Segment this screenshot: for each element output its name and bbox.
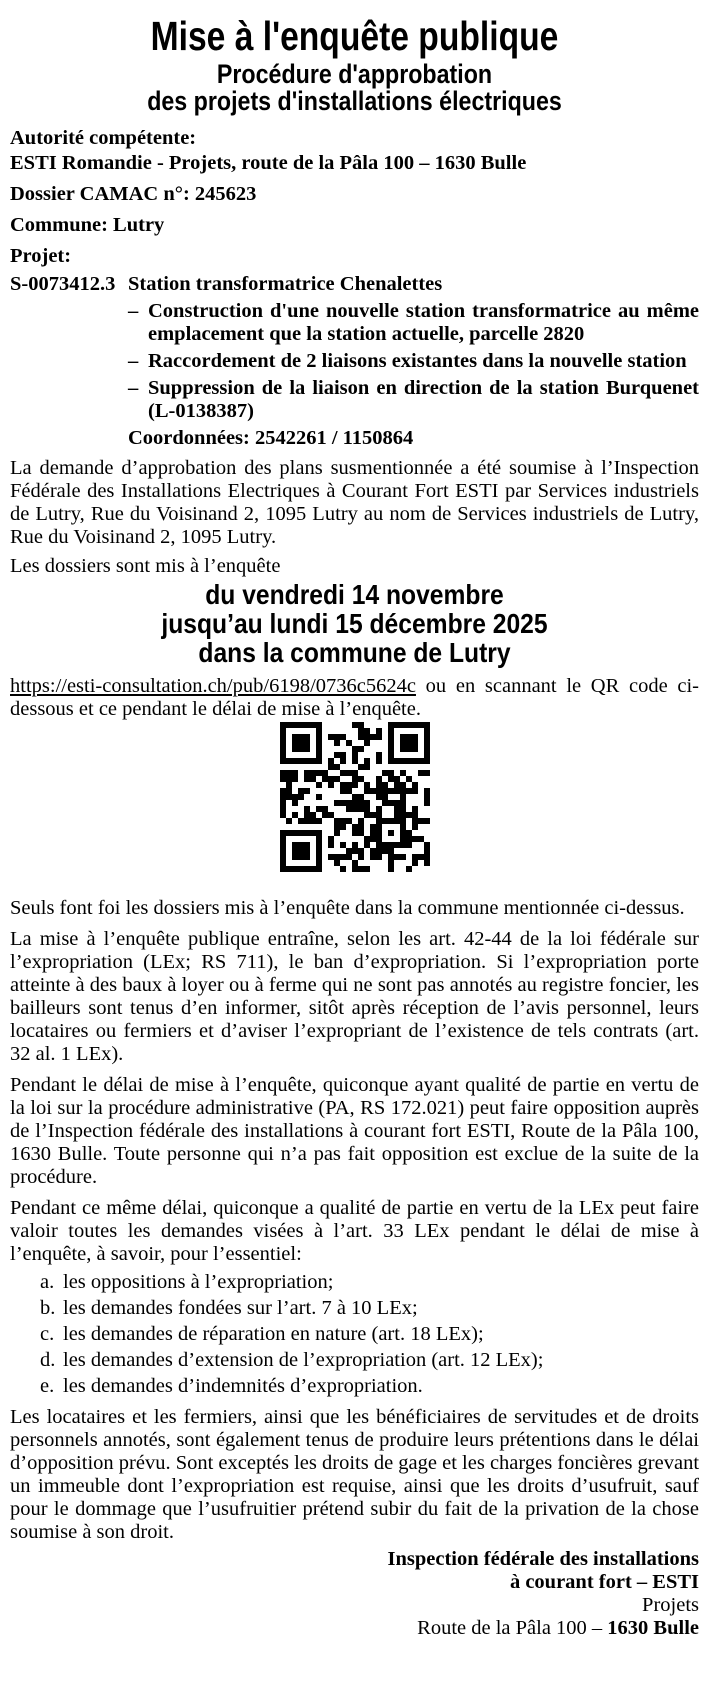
consultation-url-paragraph xyxy=(10,675,699,721)
list-item xyxy=(40,1375,699,1398)
page-title: Mise à l'enquête publique xyxy=(150,13,559,59)
list-item-text: les demandes de réparation en nature (art. 18 LEx); xyxy=(63,1323,484,1345)
list-item-marker: a. xyxy=(40,1271,55,1293)
paragraph-seuls: Seuls font foi les dossiers mis à l’enquête dans la commune mentionnée ci-dessus. xyxy=(10,897,685,919)
list-item-marker: b. xyxy=(40,1297,56,1319)
signature-line-3: Projets xyxy=(642,1594,699,1616)
dash-bullet: – xyxy=(128,350,139,372)
page-subtitle xyxy=(58,61,651,115)
signature-line-4 xyxy=(10,1617,699,1640)
demandes-list xyxy=(10,1271,699,1398)
period-line-1: du vendredi 14 novembre xyxy=(205,579,504,610)
list-item xyxy=(40,1271,699,1294)
dash-bullet: – xyxy=(128,377,139,399)
list-item-text: les demandes d’indemnités d’expropriation. xyxy=(63,1375,423,1397)
qr-code-container xyxy=(10,722,699,877)
signature-block xyxy=(10,1548,699,1640)
list-item-text: les demandes fondées sur l’art. 7 à 10 LEx; xyxy=(63,1297,418,1319)
project-name: Station transformatrice Chenalettes xyxy=(128,273,443,295)
dossier-number: Dossier CAMAC n°: 245623 xyxy=(10,183,257,205)
project-header-row xyxy=(10,273,699,296)
project-item xyxy=(128,350,699,373)
list-item-text: les demandes d’extension de l’expropriation (art. 12 LEx); xyxy=(63,1349,544,1371)
consultation-url-link[interactable]: https://esti-consultation.ch/pub/6198/0736c5624c xyxy=(10,675,416,697)
paragraph-locataires: Les locataires et les fermiers, ainsi que les bénéficiaires de servitudes et de droits personnels annotés, sont également tenus de produire leurs prétentions dans le délai d’opposition prévu. Sont exceptés les droits de gage et les charges foncières grevant un immeuble dont l’expropriation est requise, ainsi que les droits d’usufruit, sauf pour le dommage que l’usufruitier prétend subir du fait de la privation de la chose soumise à son droit. xyxy=(10,1406,700,1543)
project-item xyxy=(128,377,699,423)
project-id: S-0073412.3 xyxy=(10,273,116,295)
project-coordinates: Coordonnées: 2542261 / 1150864 xyxy=(128,427,414,449)
enquiry-period xyxy=(51,580,657,667)
period-line-2: jusqu’au lundi 15 décembre 2025 xyxy=(161,608,548,639)
signature-city: 1630 Bulle xyxy=(607,1617,699,1639)
list-item xyxy=(40,1323,699,1346)
project-item xyxy=(128,300,699,346)
dash-bullet: – xyxy=(128,300,139,322)
authority-label: Autorité compétente: xyxy=(10,127,197,149)
public-notice-document xyxy=(0,15,713,1640)
project-section xyxy=(10,273,699,450)
document-meta xyxy=(10,126,699,269)
paragraph-expropriation-law: La mise à l’enquête publique entraîne, selon les art. 42-44 de la loi fédérale sur l’expropriation (LEx; RS 711), le ban d’expropriation. Si l’expropriation porte atteinte à des baux à loyer ou à ferme qui ne sont pas annotés au registre foncier, les bailleurs sont tenus d’en informer, sitôt après réception de l’avis personnel, leurs locataires ou fermiers et d’aviser l’expropriant de l’existence de tels contrats (art. 32 al. 1 LEx). xyxy=(10,928,699,1065)
signature-line-1: Inspection fédérale des installations xyxy=(387,1548,699,1570)
period-line-3: dans la commune de Lutry xyxy=(198,637,511,668)
paragraph-opposition: Pendant le délai de mise à l’enquête, quiconque ayant qualité de partie en vertu de la loi sur la procédure administrative (PA, RS 172.021) peut faire opposition auprès de l’Inspection fédérale des installations à courant fort ESTI, Route de la Pâla 100, 1630 Bulle. Toute personne qui n’a pas fait opposition est exclue de la suite de la procédure. xyxy=(10,1074,699,1188)
project-item-text: Construction d'une nouvelle station transformatrice au même emplacement que la station actuelle, parcelle 2820 xyxy=(148,300,699,345)
list-item-marker: e. xyxy=(40,1375,55,1397)
list-item-marker: c. xyxy=(40,1323,55,1345)
list-item xyxy=(40,1349,699,1372)
enquiry-intro-line: Les dossiers sont mis à l’enquête xyxy=(10,555,281,577)
url-suffix-text: ou en scannant le QR code ci-dessous et ce pendant le délai de mise à l’enquête. xyxy=(10,675,699,720)
subtitle-line-1: Procédure d'approbation xyxy=(216,59,493,89)
list-item-text: les oppositions à l’expropriation; xyxy=(63,1271,334,1293)
list-item-marker: d. xyxy=(40,1349,56,1371)
project-label: Projet: xyxy=(10,245,72,267)
project-item-text: Raccordement de 2 liaisons existantes dans la nouvelle station xyxy=(148,350,687,372)
list-item xyxy=(40,1297,699,1320)
authority-value: ESTI Romandie - Projets, route de la Pâla 100 – 1630 Bulle xyxy=(10,152,527,174)
project-item-text: Suppression de la liaison en direction de la station Burquenet (L-0138387) xyxy=(148,377,699,422)
qr-code-icon xyxy=(280,722,430,872)
intro-paragraph: La demande d’approbation des plans susmentionnée a été soumise à l’Inspection Fédérale des Installations Electriques à Courant Fort ESTI par Services industriels de Lutry, Rue du Voisinand 2, 1095 Lutry au nom de Services industriels de Lutry, Rue du Voisinand 2, 1095 Lutry. xyxy=(10,457,699,548)
signature-address: Route de la Pâla 100 – xyxy=(417,1617,608,1639)
paragraph-demandes: Pendant ce même délai, quiconque a qualité de partie en vertu de la LEx peut faire valoir toutes les demandes visées à l’art. 33 LEx pendant le délai de mise à l’enquête, à savoir, pour l’essentiel: xyxy=(10,1197,699,1265)
commune: Commune: Lutry xyxy=(10,214,165,236)
signature-line-2: à courant fort – ESTI xyxy=(509,1571,699,1593)
subtitle-line-2: des projets d'installations électriques xyxy=(147,86,562,116)
